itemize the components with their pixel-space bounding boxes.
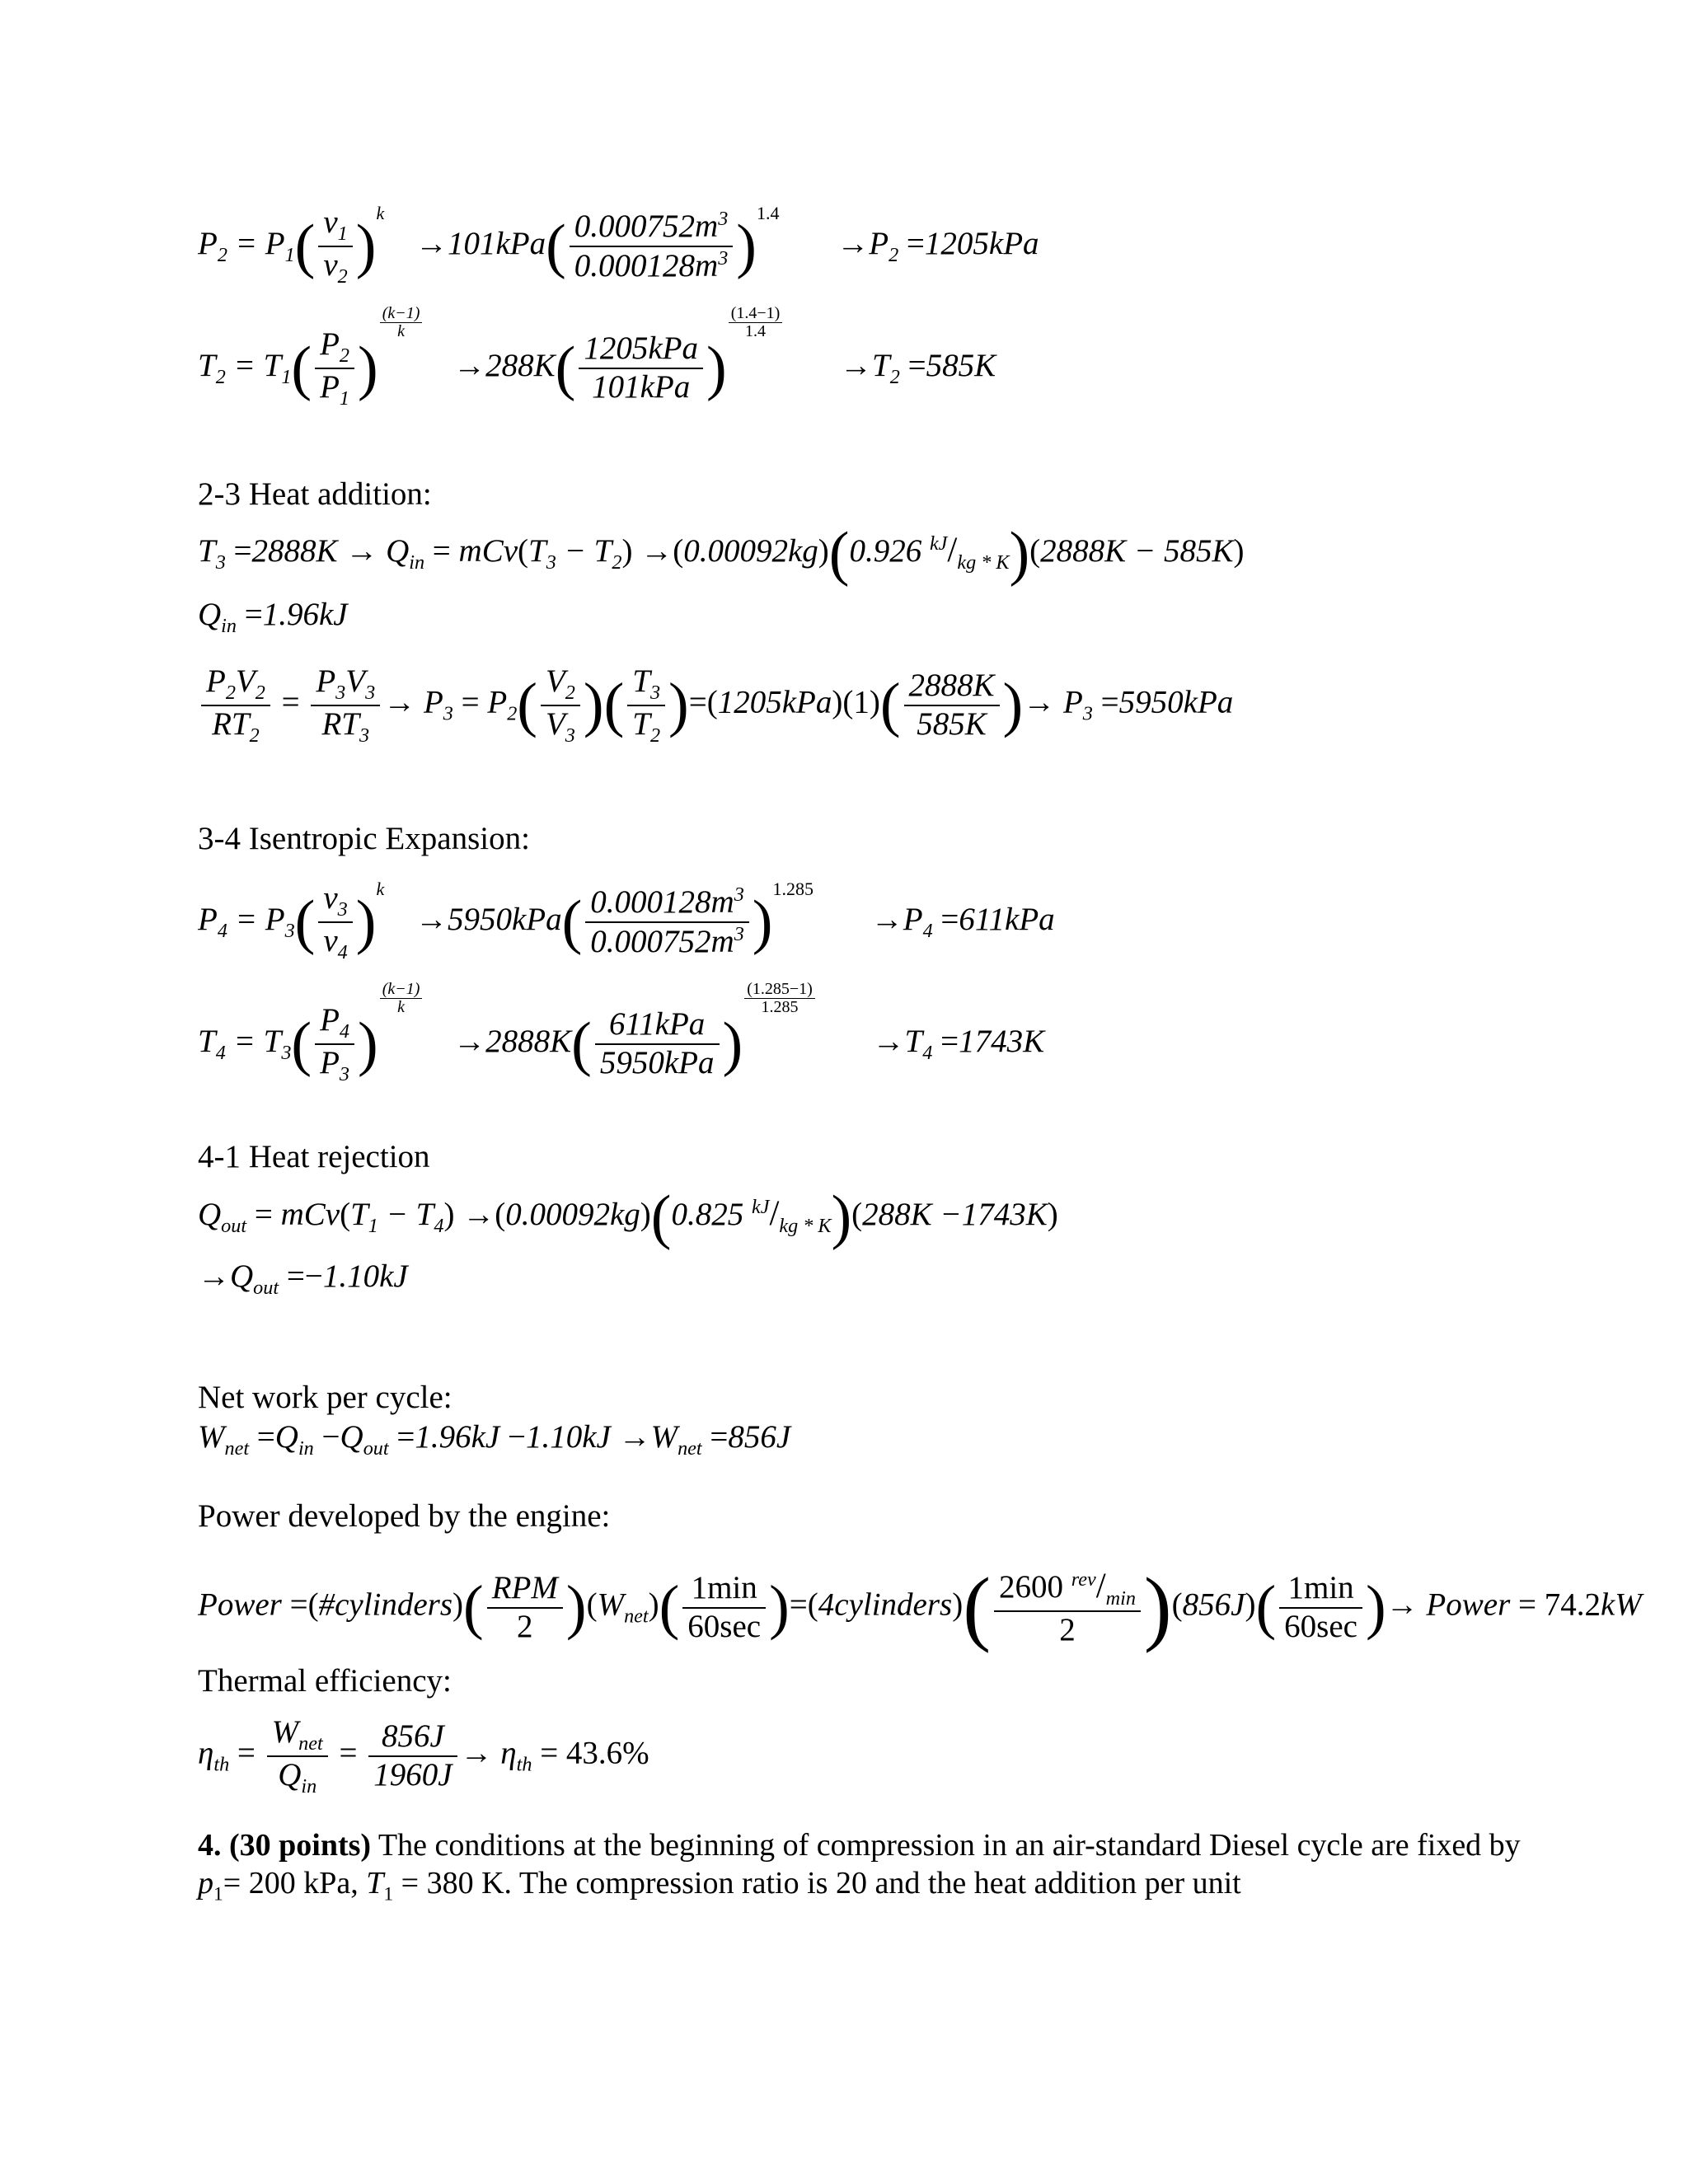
equation-power: Power =(#cylinders)( $\frac{\text{RPM}}{2}$ )$(W_{net})$( $\frac{1\min}{60\sec}$ )=(4cylinders)( $\frac{2600 ^{rev}/_{min}}{2}$ )(856J)( $\frac{1\min}{60\sec}$ )→ Power = 74.2kW <box>198 1561 1642 1653</box>
problem-text-2: = 200 kPa, <box>223 1866 367 1900</box>
result-qout: $\to Q_{out} =-1.10kJ$ <box>198 1258 408 1299</box>
problem-text-3: = 380 K. The compression ratio is 20 and the heat addition per unit <box>393 1866 1241 1900</box>
heading-net-work: Net work per cycle: <box>198 1380 452 1415</box>
equation-p4: $P_4 = P_3$( $\frac{v_3}{v_4}$ )$^k$ →5950kPa( $\frac{0.000128m^3}{0.000752m^3}$ )$^{1.285} \to P_4 =611kPa$ <box>198 879 1055 963</box>
equation-qin: $T_3 =2888K \to Q_{in} = mCv(T_3 - T_2) \to(0.00092kg)(0.926$ $^{kJ}/_{kg * K})(2888K - 585K)$ <box>198 520 1245 588</box>
problem-p1-sub: 1 <box>213 1883 223 1905</box>
equation-net-work: $W_{net} =Q_{in} -Q_{out} =1.96kJ -1.10kJ \to W_{net} =856J$ <box>198 1419 791 1460</box>
problem-points: (30 points) <box>229 1828 372 1863</box>
heading-heat-rejection: 4-1 Heat rejection <box>198 1139 430 1174</box>
heading-isentropic-expansion: 3-4 Isentropic Expansion: <box>198 821 530 856</box>
heading-power: Power developed by the engine: <box>198 1498 611 1534</box>
result-qin: $Q_{in} =1.96kJ$ <box>198 597 348 637</box>
equation-p3: $\frac{P_2V_2}{RT_2}$ = $\frac{P_3V_3}{RT_3}$ → $P_3 = P_2$( $\frac{V_2}{V_3}$ )( $\frac{T_3}{T_2}$ )=(1205kPa)(1)( $\frac{2888K}{585K}$ )→ $P_3 =5950kPa$ <box>198 663 1233 747</box>
problem-t1: T <box>366 1866 384 1900</box>
equation-t4: $T_4 = T_3$( $\frac{P_4}{P_3}$ ) $\frac{(k-1)}{k}$ →2888K( $\frac{\text{611kPa}}{\text{5950kPa}}$ ) $\frac{(1.285-1)}{1.285}$ $\to T_4 =1743K$ <box>198 980 1045 1085</box>
equation-efficiency: $\eta_{th}$ = $\frac{W_{net}}{Q_{in}}$ = $\frac{856J}{1960J}$ → $\eta_{th} = 43.6\%$ <box>198 1714 649 1797</box>
problem-t1-sub: 1 <box>383 1883 394 1905</box>
equation-qout: $Q_{out} = mCv(T_1 - T_4) \to(0.00092kg)(0.825$ $^{kJ}/_{kg * K})(288K -1743K)$ <box>198 1183 1058 1251</box>
problem-number: 4. <box>198 1828 222 1863</box>
problem-p1: p <box>198 1866 213 1900</box>
equation-p2: $P_2 = P_1$( $\frac{v_1}{v_2}$ )$^k$ →101kPa( $\frac{0.000752m^3}{0.000128m^3}$ )$^{1.4} \to P_2 =1205kPa$ <box>198 203 1039 288</box>
heading-heat-addition: 2-3 Heat addition: <box>198 476 432 512</box>
heading-efficiency: Thermal efficiency: <box>198 1663 452 1699</box>
equation-t2: $T_2 = T_1$( $\frac{P_2}{P_1}$ ) $\frac{(k-1)}{k}$ →288K( $\frac{\text{1205kPa}}{\text{101kPa}}$ ) $\frac{(1.4-1)}{1.4}$ $\to T_2 =585K$ <box>198 304 996 410</box>
problem-text-1: The conditions at the beginning of compression in an air-standard Diesel cycle are fixed by <box>371 1828 1521 1863</box>
problem-4-statement <box>198 1826 1533 1914</box>
